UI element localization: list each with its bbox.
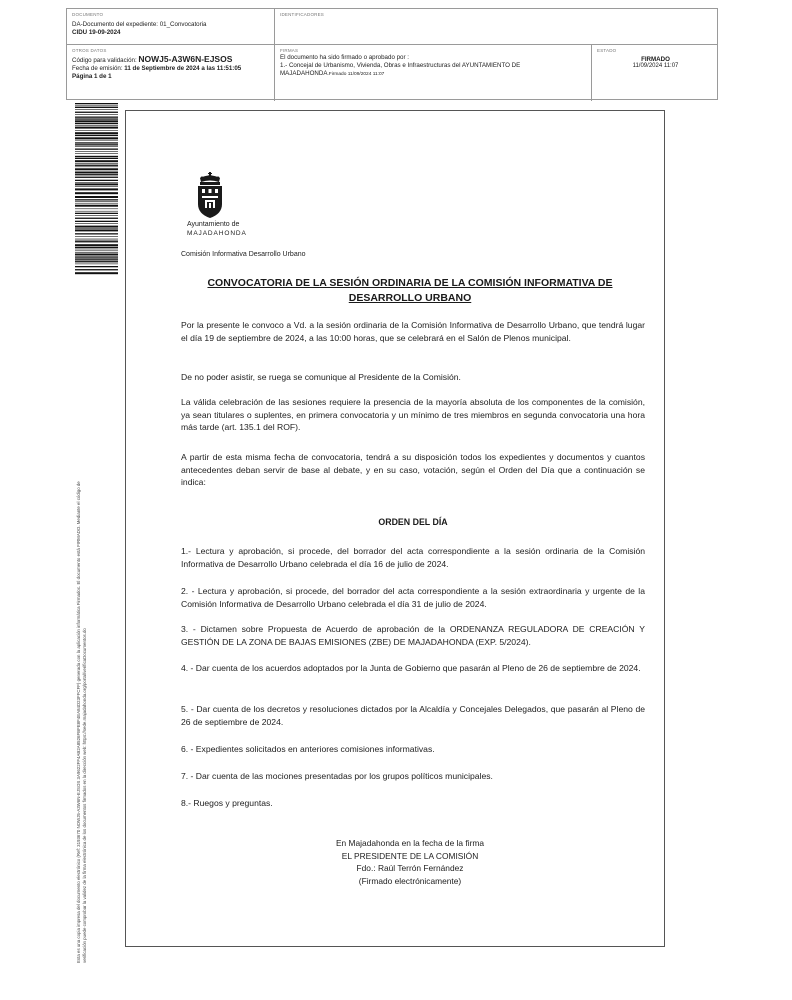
signature-note: (Firmado electrónicamente) (358, 875, 462, 886)
signatures-label: FIRMAS (280, 48, 299, 53)
other-data-cell (67, 45, 274, 101)
agenda-item-3: 3. - Dictamen sobre Propuesta de Acuerdo de aprobación de la ORDENANZA REGULADORA DE CREACIÓN Y GESTIÓN DE LA ZONA DE BAJAS EMISIONES (ZBE) DE MAJADAHONDA (EXP. 5/2024). (181, 624, 645, 647)
signature-role: EL PRESIDENTE DE LA COMISIÓN (341, 850, 479, 861)
signature-place-date: En Majadahonda en la fecha de la firma (335, 838, 485, 848)
page-info: Página 1 de 1 (72, 73, 112, 80)
signatures-entity: MAJADAHONDA (280, 70, 328, 77)
agenda-item-1: 1.- Lectura y aprobación, si procede, del borrador del acta correspondiente a la sesión ordinaria de la Comisión Informativa de Desarrollo Urbano celebrada el día 16 de julio de 2024. (181, 546, 645, 569)
signature-block (300, 837, 520, 887)
signature-name: Fdo.: Raúl Terrón Fernández (356, 863, 464, 873)
agenda-title: ORDEN DEL DÍA (378, 517, 448, 527)
agenda-item-4: 4. - Dar cuenta de los acuerdos adoptados por la Junta de Gobierno que pasarán al Pleno de 26 de septiembre de 2024. (181, 663, 641, 673)
signatures-line1: El documento ha sido firmado o aprobado por : (280, 54, 409, 61)
signatures-cell (274, 45, 591, 101)
document-cell (67, 9, 274, 44)
paragraph-convocation: Por la presente le convoco a Vd. a la sesión ordinaria de la Comisión Informativa de Desarrollo Urbano, que tendrá lugar el día 19 de septiembre de 2024, a las 10:00 horas, que se celebrará en el Salón de Plenos municipal. (181, 320, 645, 343)
side-verification-text (76, 303, 88, 963)
agenda-item-5: 5. - Dar cuenta de los decretos y resoluciones dictados por la Alcaldía y Concejales Delegados, que pasarán al Pleno de 26 de septiembre de 2024. (181, 704, 645, 727)
emission-line (72, 65, 269, 73)
document-title: CONVOCATORIA DE LA SESIÓN ORDINARIA DE LA COMISIÓN INFORMATIVA DE DESARROLLO URBANO (207, 277, 613, 304)
emission-date: 11 de Septiembre de 2024 a las 11:51:05 (124, 65, 242, 72)
validation-line (72, 55, 269, 65)
side-text-line1: Esta es una copia impresa del documento electrónico (Ref: 3193670 NOWJ5-A3W6N-EJSOS 3A9622FF4AB2A8526FBFE8F4EA84D23FFCFF) generada con la aplicación informática Firmadoc. El documento está FIRMADO. Mediante el código de (76, 481, 81, 963)
barcode-icon (75, 103, 118, 275)
header-row-bottom (67, 45, 717, 101)
emission-prefix: Fecha de emisión: (72, 65, 125, 72)
logo-name-line1: Ayuntamiento de (187, 221, 240, 228)
status-label: ESTADO (597, 48, 617, 53)
paragraph-absence: De no poder asistir, se ruega se comunique al Presidente de la Comisión. (181, 372, 461, 382)
validation-prefix: Código para validación: (72, 57, 139, 64)
agenda-item-2: 2. - Lectura y aprobación, si procede, del borrador del acta correspondiente a la sesión extraordinaria y urgente de la Comisión Informativa de Desarrollo Urbano celebrada el día 31 de julio de 2024. (181, 586, 645, 609)
signatures-line2: 1.- Concejal de Urbanismo, Vivienda, Obras e Infraestructuras del AYUNTAMIENTO DE (280, 62, 521, 69)
identifiers-label: IDENTIFICADORES (280, 12, 325, 17)
paragraph-quorum: La válida celebración de las sesiones requiere la presencia de la mayoría absoluta de los componentes de la comisión, ya sean titulares o suplentes, en primera convocatoria y un mínimo de tres miembros en segunda convocatoria una hora más tarde (art. 135.1 del ROF). (181, 397, 645, 432)
expediente-text: DA-Documento del expediente: 01_Convocatoria (72, 21, 207, 28)
signatures-line3 (280, 70, 586, 79)
paragraph-availability: A partir de esta misma fecha de convocatoria, tendrá a su disposición todos los expedientes y documentos y cuantos antecedentes deban servir de base al debate, y en su caso, votación, según el Orden del Día que a continuación se indica: (181, 452, 645, 487)
identifiers-cell (274, 9, 719, 44)
committee-name: Comisión Informativa Desarrollo Urbano (181, 251, 306, 258)
document-label: DOCUMENTO (72, 12, 104, 17)
signatures-date: .Firmado 11/09/2024 11:07 (327, 72, 385, 77)
logo-name-line2: MAJADAHONDA (187, 230, 247, 237)
agenda-item-6: 6. - Expedientes solicitados en anteriores comisiones informativas. (181, 744, 435, 754)
agenda-item-8: 8.- Ruegos y preguntas. (181, 798, 273, 808)
status-date: 11/09/2024 11:07 (632, 63, 679, 69)
validation-code: NOWJ5-A3W6N-EJSOS (138, 54, 233, 64)
document-header (66, 8, 718, 100)
agenda-item-7: 7. - Dar cuenta de las mociones presentadas por los grupos políticos municipales. (181, 771, 493, 781)
cidu-text: CIDU 19-09-2024 (72, 29, 121, 36)
other-data-label: OTROS DATOS (72, 48, 107, 53)
side-text-line2: verificación puede comprobar la validez de la firma electrónica de los documentos firmados en la dirección web: https://sede.majadahonda.org/portal/verificaDocumentos.do (82, 628, 87, 963)
header-row-top (67, 9, 717, 45)
status-cell (591, 45, 719, 101)
status-value: FIRMADO (641, 56, 670, 63)
